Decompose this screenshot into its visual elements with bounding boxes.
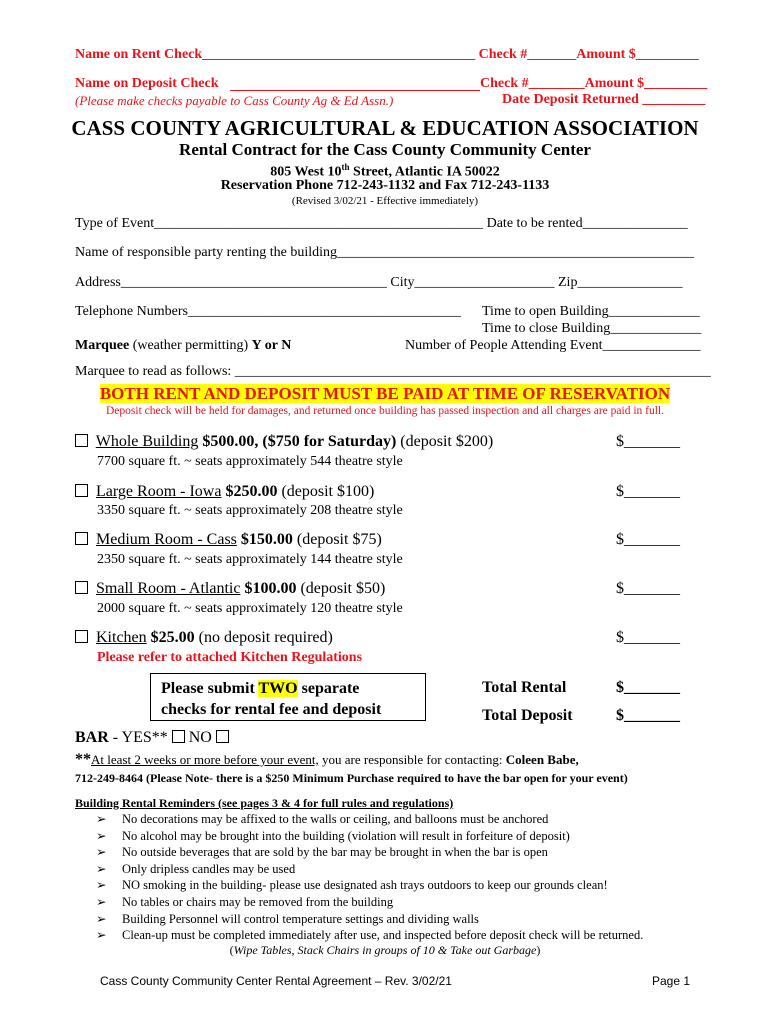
page-number: Page 1 — [652, 974, 691, 988]
checkbox[interactable] — [75, 630, 88, 643]
option-medium-room[interactable]: Medium Room - Cass $150.00 (deposit $75) — [75, 531, 382, 549]
option-kitchen[interactable]: Kitchen $25.00 (no deposit required) — [75, 629, 333, 647]
reservation-phone: Reservation Phone 712-243-1132 and Fax 712-243-1133 — [220, 178, 550, 193]
option-small-room[interactable]: Small Room - Atlantic $100.00 (deposit $50) — [75, 580, 385, 598]
list-item: ➢ Only dripless candles may be used — [96, 861, 296, 876]
date-deposit-returned[interactable]: Date Deposit Returned _________ — [502, 92, 706, 107]
list-item: ➢ Building Personnel will control temperature settings and dividing walls — [96, 911, 479, 926]
list-item: ➢ No decorations may be affixed to the walls or ceiling, and balloons must be anchored — [96, 812, 549, 826]
deposit-name-blank[interactable] — [230, 90, 480, 91]
bar-yes-checkbox[interactable] — [172, 730, 185, 743]
cleanup-note: (Wipe Tables, Stack Chairs in groups of 10 & Take out Garbage) — [229, 943, 541, 957]
payable-note: (Please make checks payable to Cass County Ag & Ed Assn.) — [75, 93, 394, 108]
reminders-list — [96, 811, 643, 944]
list-item: ➢ No alcohol may be brought into the building (violation will result in forfeiture of deposit) — [96, 828, 570, 843]
amount-blank[interactable]: $_______ — [616, 629, 680, 646]
telephone-field[interactable]: Telephone Numbers_______________________________________ — [75, 304, 461, 319]
list-item: ➢ NO smoking in the building- please use designated ash trays outdoors to keep our grounds clean! — [96, 878, 608, 893]
option-details: 3350 square ft. ~ seats approximately 208 theatre style — [97, 503, 403, 518]
checkbox[interactable] — [75, 581, 88, 594]
list-item: ➢ No outside beverages that are sold by the bar may be brought in when the bar is open — [96, 845, 548, 860]
reminders-heading: Building Rental Reminders (see pages 3 & 4 for full rules and regulations) — [75, 796, 454, 810]
deposit-check-number-amount[interactable]: Check #________Amount $_________ — [480, 76, 708, 91]
option-details: 7700 square ft. ~ seats approximately 544 theatre style — [97, 454, 403, 469]
arrow-bullet-icon: ➢ — [96, 911, 107, 926]
checkbox[interactable] — [75, 532, 88, 545]
list-item: ➢ Clean-up must be completed immediately after use, and inspected before deposit check will be returned. — [96, 928, 644, 943]
kitchen-regulations-note: Please refer to attached Kitchen Regulations — [97, 650, 363, 665]
checkbox[interactable] — [75, 484, 88, 497]
org-title: CASS COUNTY AGRICULTURAL & EDUCATION ASSOCIATION — [71, 116, 699, 140]
checkbox[interactable] — [75, 434, 88, 447]
bar-yes-no[interactable]: BAR - YES** NO — [75, 729, 229, 747]
address-field[interactable]: Address______________________________________ City____________________ Zip_______________ — [75, 275, 683, 290]
type-of-event-field[interactable]: Type of Event_______________________________________________ Date to be rented_______________ — [75, 216, 688, 231]
total-rental-amount[interactable]: $_______ — [616, 679, 680, 696]
revision-note: (Revised 3/02/21 - Effective immediately) — [291, 195, 479, 207]
rent-check-line[interactable]: Name on Rent Check_______________________________________ Check #_______Amount $_________ — [75, 47, 699, 62]
total-rental-label: Total Rental — [482, 679, 567, 696]
arrow-bullet-icon: ➢ — [96, 828, 107, 843]
total-deposit-label: Total Deposit — [482, 707, 573, 724]
deposit-notice: Deposit check will be held for damages, and returned once building has passed inspection and all charges are paid in full. — [105, 405, 664, 417]
list-item: ➢ No tables or chairs may be removed from the building — [96, 894, 394, 909]
center-address: 805 West 10th Street, Atlantic IA 50022 — [270, 162, 500, 180]
arrow-bullet-icon: ➢ — [96, 894, 107, 909]
submit-two-checks-box: Please submit TWO separate checks for rental fee and deposit — [150, 673, 426, 721]
option-whole-building[interactable]: Whole Building $500.00, ($750 for Saturday) (deposit $200) — [75, 433, 493, 451]
arrow-bullet-icon: ➢ — [96, 812, 107, 826]
amount-blank[interactable]: $_______ — [616, 580, 680, 597]
amount-blank[interactable]: $_______ — [616, 531, 680, 548]
marquee-read-field[interactable]: Marquee to read as follows: ____________________________________________________________________ — [75, 364, 711, 379]
marquee-yn-field[interactable]: Marquee (weather permitting) Y or N — [75, 338, 292, 353]
people-attending-field[interactable]: Number of People Attending Event______________ — [405, 338, 701, 353]
amount-blank[interactable]: $_______ — [616, 483, 680, 500]
footer-title: Cass County Community Center Rental Agreement – Rev. 3/02/21 — [100, 974, 452, 988]
responsible-party-field[interactable]: Name of responsible party renting the building___________________________________________________ — [75, 245, 695, 260]
arrow-bullet-icon: ➢ — [96, 845, 107, 860]
contract-title: Rental Contract for the Cass County Community Center — [179, 140, 591, 159]
option-details: 2000 square ft. ~ seats approximately 120 theatre style — [97, 601, 403, 616]
arrow-bullet-icon: ➢ — [96, 861, 107, 876]
arrow-bullet-icon: ➢ — [96, 878, 107, 893]
payment-notice: BOTH RENT AND DEPOSIT MUST BE PAID AT TIME OF RESERVATION — [99, 384, 671, 403]
bar-contact-note: **At least 2 weeks or more before your event, you are responsible for contacting: Coleen Babe, — [75, 751, 579, 768]
amount-blank[interactable]: $_______ — [616, 433, 680, 450]
bar-minimum-note: 712-249-8464 (Please Note- there is a $250 Minimum Purchase required to have the bar open for your event) — [75, 771, 628, 785]
bar-no-checkbox[interactable] — [216, 730, 229, 743]
option-large-room[interactable]: Large Room - Iowa $250.00 (deposit $100) — [75, 483, 374, 501]
time-open-field[interactable]: Time to open Building_____________ — [482, 304, 700, 319]
deposit-check-label: Name on Deposit Check — [75, 76, 219, 91]
time-close-field[interactable]: Time to close Building_____________ — [482, 321, 702, 336]
total-deposit-amount[interactable]: $_______ — [616, 707, 680, 724]
option-details: 2350 square ft. ~ seats approximately 144 theatre style — [97, 552, 403, 567]
arrow-bullet-icon: ➢ — [96, 928, 107, 943]
